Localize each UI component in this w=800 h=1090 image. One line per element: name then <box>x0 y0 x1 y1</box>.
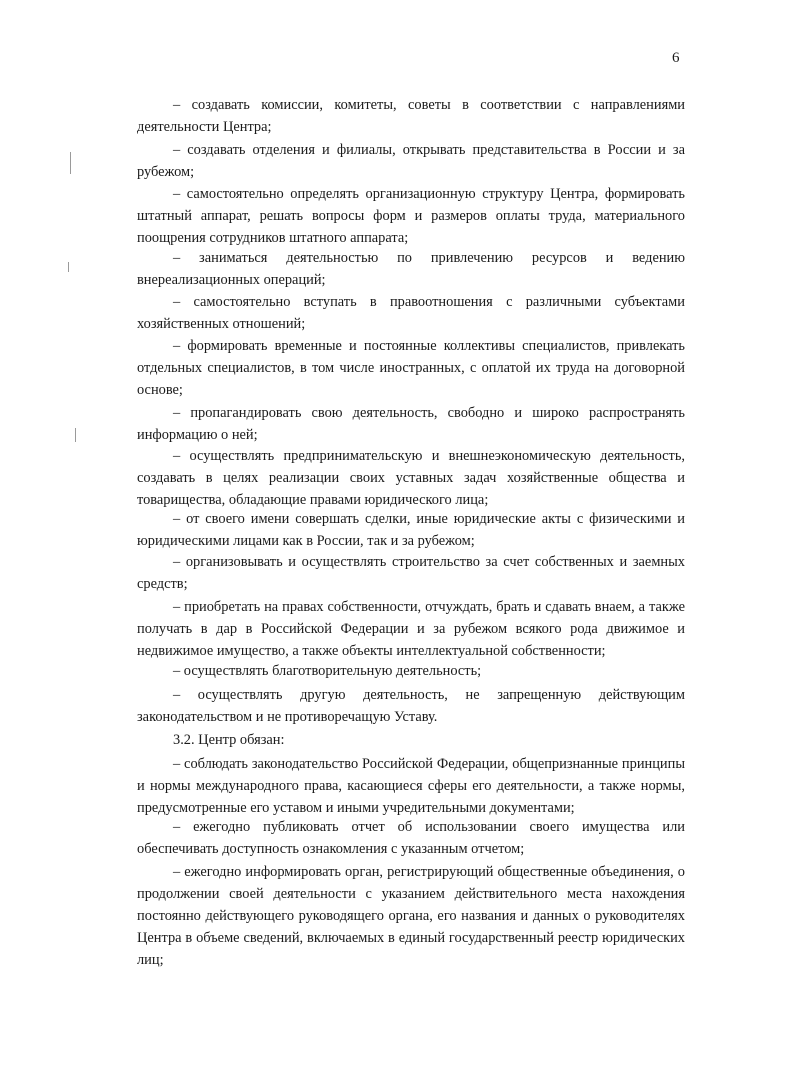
paragraph: – создавать отделения и филиалы, открывать представительства в России и за рубежом; <box>137 142 685 180</box>
paragraph: – осуществлять благотворительную деятельность; <box>173 663 482 679</box>
paragraph: – заниматься деятельностью по привлечению ресурсов и ведению внереализационных операций; <box>137 250 685 288</box>
paragraph: – организовывать и осуществлять строительство за счет собственных и заемных средств; <box>137 554 685 592</box>
paragraph: – от своего имени совершать сделки, иные юридические акты с физическими и юридическими лицами как в России, так и за рубежом; <box>137 511 685 549</box>
paragraph: – осуществлять предпринимательскую и внешнеэкономическую деятельность, создавать в целях реализации своих уставных задач хозяйственные общества и товарищества, обладающие правами юридического лица; <box>137 448 685 508</box>
paragraph: – ежегодно информировать орган, регистрирующий общественные объединения, о продолжении своей деятельности с указанием действительного места нахождения постоянно действующего руководящего органа, его названия и данных о руководителях Центра в объеме сведений, включаемых в единый государственный реестр юридических лиц; <box>137 864 685 968</box>
scan-mark <box>70 152 71 174</box>
paragraph: – формировать временные и постоянные коллективы специалистов, привлекать отдельных специалистов, в том числе иностранных, с оплатой их труда на договорной основе; <box>137 338 685 398</box>
paragraph: – самостоятельно вступать в правоотношения с различными субъектами хозяйственных отношений; <box>137 294 685 332</box>
paragraph: – приобретать на правах собственности, отчуждать, брать и сдавать внаем, а также получать в дар в Российской Федерации и за рубежом всякого рода движимое и недвижимое имущество, а также объекты интеллектуальной собственности; <box>137 599 685 659</box>
scan-mark <box>75 428 76 442</box>
section-heading: 3.2. Центр обязан: <box>173 732 285 748</box>
page-number: 6 <box>672 50 680 66</box>
paragraph: – осуществлять другую деятельность, не запрещенную действующим законодательством и не противоречащую Уставу. <box>137 687 685 725</box>
paragraph: – соблюдать законодательство Российской Федерации, общепризнанные принципы и нормы международного права, касающиеся сферы его деятельности, а также нормы, предусмотренные его уставом и иными учредительными документами; <box>137 756 685 816</box>
scan-mark <box>68 262 69 272</box>
paragraph: – пропагандировать свою деятельность, свободно и широко распространять информацию о ней; <box>137 405 685 443</box>
paragraph: – самостоятельно определять организационную структуру Центра, формировать штатный аппарат, решать вопросы форм и размеров оплаты труда, материального поощрения сотрудников штатного аппарата; <box>137 186 685 246</box>
paragraph: – создавать комиссии, комитеты, советы в соответствии с направлениями деятельности Центра; <box>137 97 685 135</box>
paragraph: – ежегодно публиковать отчет об использовании своего имущества или обеспечивать доступность ознакомления с указанным отчетом; <box>137 819 685 857</box>
